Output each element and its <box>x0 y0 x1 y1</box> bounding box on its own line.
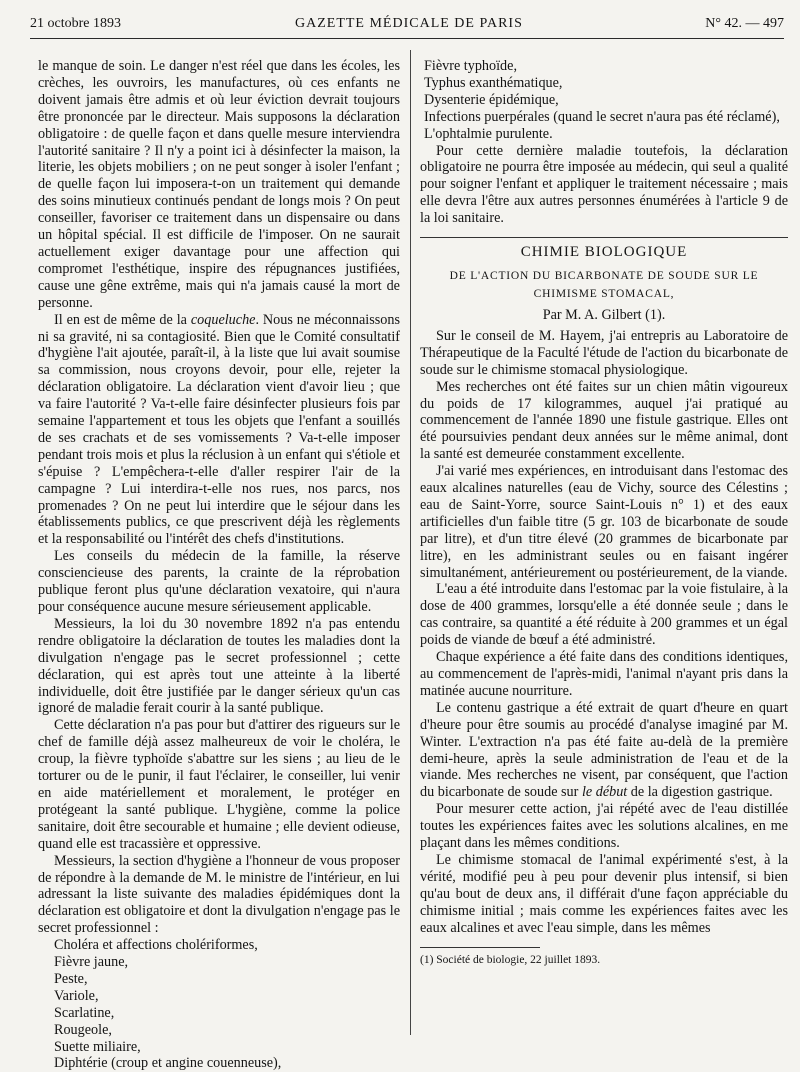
list-item: Suette miliaire, <box>54 1038 141 1055</box>
right-column <box>420 58 788 968</box>
section-title: CHIMIE BIOLOGIQUE <box>520 244 688 261</box>
paragraph: le manque de soin. Le danger n'est réel que dans les écoles, les crèches, les ouvroirs, les manufactures, où ces enfants ne doivent jamais être admis et où leur éviction devrait toujours être prononcée par le directeur. Mais supposons la déclaration obligatoire : de quelle façon et dans quelle mesure interviendra l'autorité sanitaire ? Il n'y a point ici à désinfecter la maison, la literie, les objets mobiliers ; on ne peut songer à isoler l'enfant ; de quelle façon lui imposera-t-on un traitement qui demande des soins minutieux continués pendant de longs mois ? On peut conseiller, favoriser ce traitement dans un dispensaire ou dans un hôpital spécial. Il est difficile de l'imposer. On ne saurait actuellement exiger davantage pour une affection qui compromet l'esthétique, inspire des répugnances justifiées, cause une gêne extrême, mais qui n'a jamais causé la mort de personne. <box>38 58 400 311</box>
list-item: Diphtérie (croup et angine couenneuse), <box>54 1055 282 1072</box>
paragraph: Chaque expérience a été faite dans des conditions identiques, au commencement de l'après-midi, l'animal n'ayant pris dans la matinée aucune nourriture. <box>420 649 788 699</box>
page-number: N° 42. — 497 <box>705 16 784 31</box>
list-item: Typhus exanthématique, <box>424 74 563 91</box>
column-divider <box>410 50 411 1035</box>
paragraph: Messieurs, la section d'hygiène a l'honneur de vous proposer de répondre à la demande de M. le ministre de l'intérieur, en lui adressant la liste suivante des maladies épidémiques dont la déclaration est obligatoire et dont la divulgation n'engage pas le secret professionnel : <box>38 852 400 937</box>
list-item: Scarlatine, <box>54 1004 115 1021</box>
list-item: Fièvre jaune, <box>54 954 129 971</box>
header-rule <box>30 38 784 39</box>
list-item: Peste, <box>54 970 88 987</box>
footnote: (1) Société de biologie, 22 juillet 1893. <box>420 953 601 966</box>
paragraph: Mes recherches ont été faites sur un chien mâtin vigoureux du poids de 17 kilogrammes, auquel j'ai pratiqué au commencement de l'année 1890 une fistule gastrique. Elles ont été poursuivies pendant deux années sur le même animal, dont la santé est demeurée constamment excellente. <box>420 378 788 463</box>
paragraph: Les conseils du médecin de la famille, la réserve consciencieuse des parents, la crainte de la réprobation publique feront plus qu'une déclaration vexatoire, qui n'aura pour conséquence aucune mesure sérieusement applicable. <box>38 548 400 615</box>
list-item: Dysenterie épidémique, <box>424 91 559 108</box>
paragraph: Il en est de même de la coqueluche. Nous ne méconnaissons ni sa gravité, ni sa contagiosité. Bien que le Comité consultatif d'hygiène l'ait ajoutée, paraît-il, à la liste que lui avait soumise sa commission, nous croyons devoir, pour elle, rejeter la déclaration obligatoire. La déclaration vient d'avoir lieu ; que va faire l'autorité ? Va-t-elle faire désinfecter plusieurs fois par semaine l'appartement et tous les objets que l'enfant a souillés de ses crachats et de ses vomissements ? Va-t-elle imposer pendant trois mois et plus la réclusion à un enfant qui s'étiole et s'épuise ? L'empêchera-t-elle d'aller respirer l'air de la campagne ? Lui interdira-t-elle nos rues, nos parcs, nos promenades ? On ne peut lui interdire que le séjour dans les établissements publics, ce que prescrivent déjà les règlements et la responsabilité ou l'intérêt des chefs d'institutions. <box>38 311 400 548</box>
paragraph: L'eau a été introduite dans l'estomac par la voie fistulaire, à la dose de 400 grammes, lorsqu'elle a été donnée seule ; dans le cas contraire, sa quantité a été réduite à 200 grammes et un égal poids de viande de bœuf a été administré. <box>420 581 788 649</box>
list-item: Fièvre typhoïde, <box>424 58 517 74</box>
list-item: L'ophtalmie purulente. <box>424 125 553 142</box>
disease-list-continued <box>420 58 788 143</box>
paragraph: Pour mesurer cette action, j'ai répété avec de l'eau distillée toutes les expériences faites avec les solutions alcalines, en me plaçant dans les mêmes conditions. <box>420 801 788 852</box>
paragraph: Le contenu gastrique a été extrait de quart d'heure en quart d'heure pour être soumis au procédé d'analyse imaginé par M. Winter. L'extraction n'a pas été faite au-delà de la première demi-heure, après la seule administration de l'eau et de la viande. Mes recherches ne visent, par conséquent, que l'action du bicarbonate de soude sur le début de la digestion gastrique. <box>420 699 788 801</box>
journal-title: GAZETTE MÉDICALE DE PARIS <box>295 16 523 31</box>
disease-list <box>38 937 400 1072</box>
list-item: Variole, <box>54 987 99 1004</box>
section-rule <box>420 237 788 238</box>
footnote-rule <box>420 947 540 948</box>
page-header <box>30 12 784 36</box>
paragraph: Le chimisme stomacal de l'animal expérimenté s'est, à la vérité, modifié peu à peu pour devenir plus intensif, si bien qu'au bout de deux ans, il différait d'une façon appréciable du chimisme initial ; mais comme les expériences faites avec les eaux alcalines et avec l'eau simple, dans les mêmes <box>420 851 788 936</box>
paragraph: Cette déclaration n'a pas pour but d'attirer des rigueurs sur le chef de famille déjà assez malheureux de voir le choléra, le croup, la fièvre typhoïde s'abattre sur les siens ; au lieu de le torturer ou de le punir, il faut l'éclairer, le conseiller, lui venir en aide matériellement et moralement, le protéger en protégeant la santé publique. L'hygiène, comme la police sanitaire, doit être secourable et humaine ; elle devient odieuse, quand elle est tracassière et oppressive. <box>38 717 400 852</box>
list-item: Infections puerpérales (quand le secret n'aura pas été réclamé), <box>424 108 780 125</box>
list-item: Choléra et affections cholériformes, <box>54 937 258 954</box>
article-title: DE L'ACTION DU BICARBONATE DE SOUDE SUR LE CHIMISME STOMACAL, <box>449 269 759 300</box>
left-column <box>38 58 400 1072</box>
list-item: Rougeole, <box>54 1021 112 1038</box>
paragraph: Sur le conseil de M. Hayem, j'ai entrepris au Laboratoire de Thérapeutique de la Faculté l'étude de l'action du bicarbonate de soude sur le chimisme stomacal physiologique. <box>420 327 788 378</box>
issue-date: 21 octobre 1893 <box>30 16 121 31</box>
paragraph: Pour cette dernière maladie toutefois, la déclaration obligatoire ne pourra être imposée au médecin, qui seul a qualité pour soigner l'enfant et appliquer le traitement nécessaire ; mais elle devra l'être aux autres personnes énumérées à l'article 9 de la loi sanitaire. <box>420 142 788 227</box>
article-author: Par M. A. Gilbert (1). <box>542 306 666 323</box>
paragraph: Messieurs, la loi du 30 novembre 1892 n'a pas entendu rendre obligatoire la déclaration de toutes les maladies dont la divulgation n'engage pas le secret professionnel ; cette déclaration, qui est après tout une atteinte à la liberté individuelle, doit être justifiée par le danger sérieux qu'un cas ignoré de maladie ferait courir à la santé publique. <box>38 615 400 717</box>
paragraph: J'ai varié mes expériences, en introduisant dans l'estomac des eaux alcalines naturelles (eau de Vichy, source des Célestins ; eau de Saint-Yorre, source Saint-Louis n° 1) et des eaux artificielles d'un faible titre (5 gr. 103 de bicarbonate de soude par litre), et d'un titre élevé (20 grammes de bicarbonate par litre), en les administrant seules ou en faisant ingérer simultanément, antérieurement ou postérieurement, de la viande. <box>420 463 788 581</box>
